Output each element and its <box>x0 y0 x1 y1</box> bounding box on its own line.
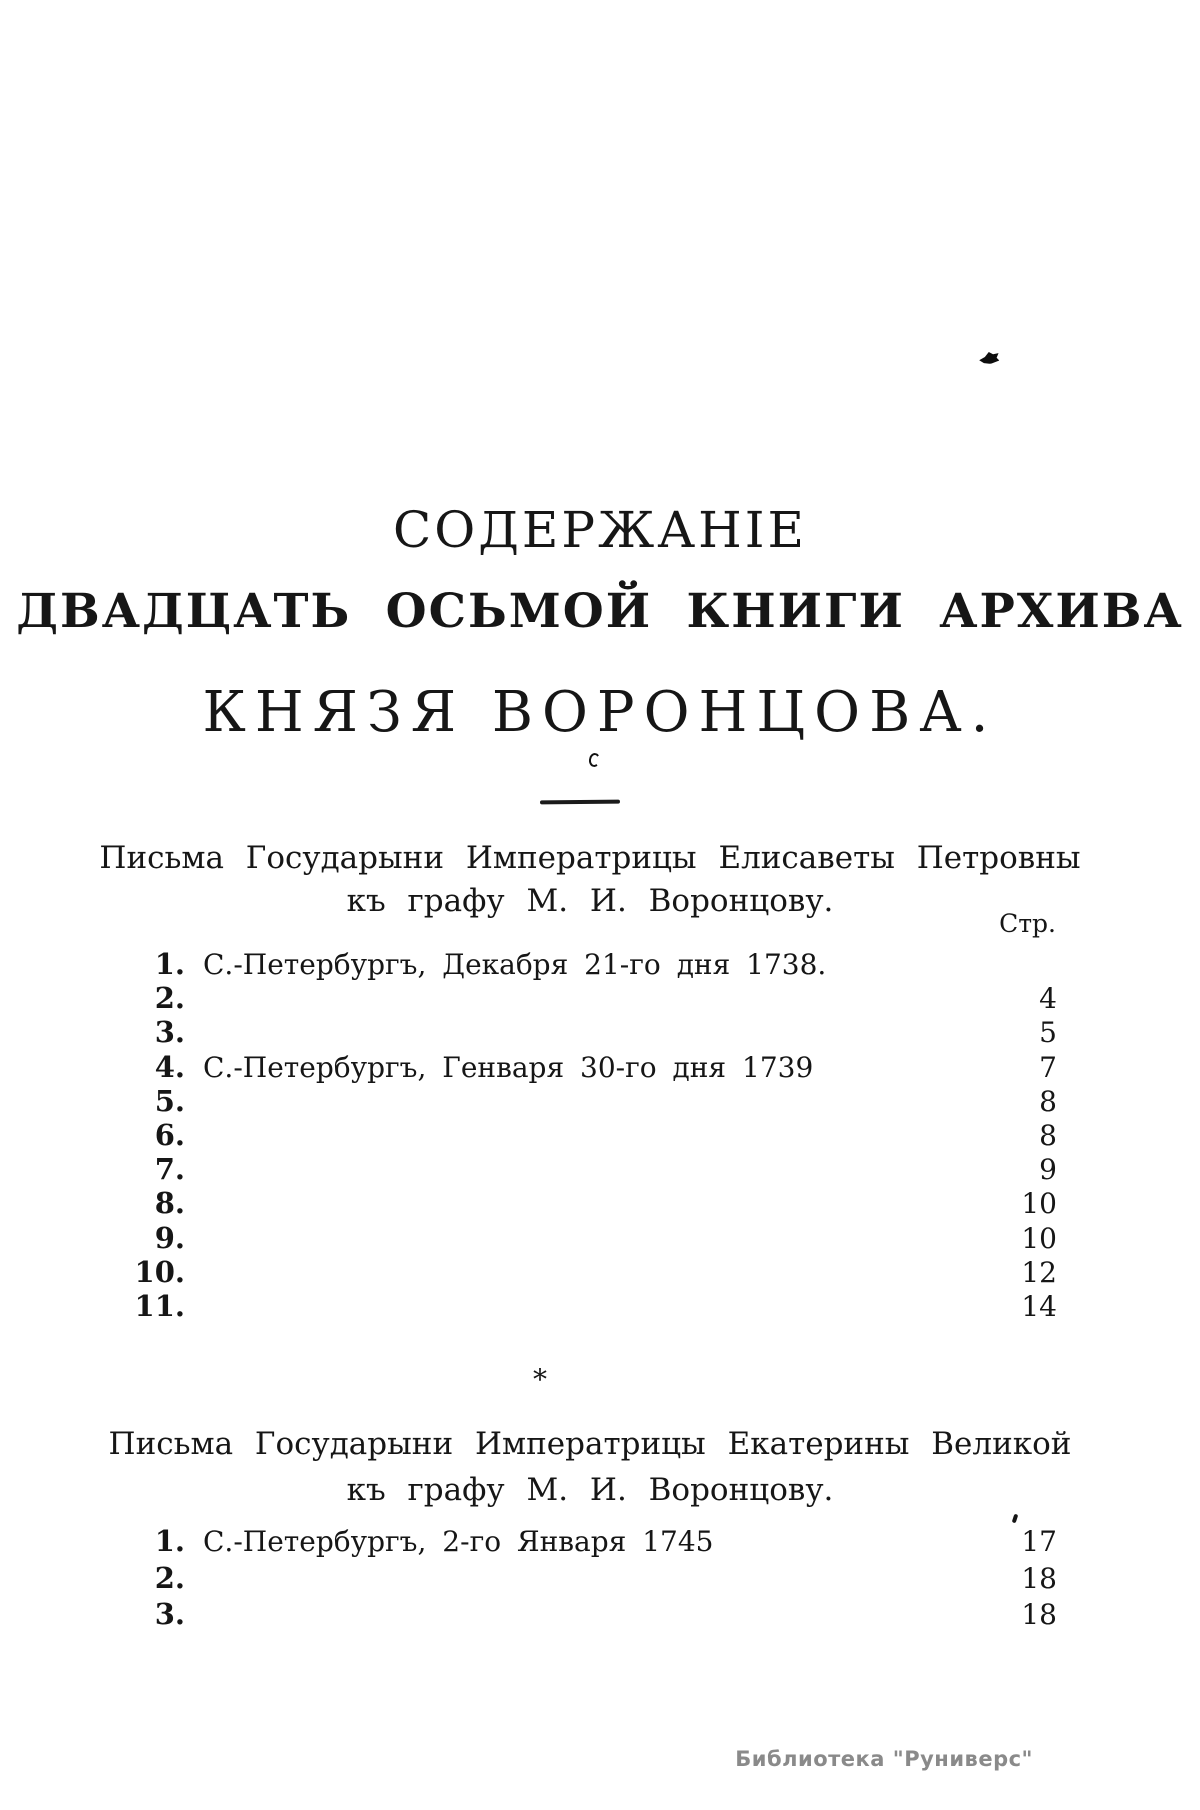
ink-speck <box>1012 1514 1019 1524</box>
section-2-heading-line2: къ графу М. И. Воронцову. <box>346 1472 834 1508</box>
entry-number: 7. <box>154 1152 185 1187</box>
entry-page: 18 <box>1021 1561 1057 1595</box>
page-title: СОДЕРЖАНІЕ <box>393 501 807 559</box>
toc-row <box>0 1186 1057 1220</box>
decorative-title: КНЯЗЯ ВОРОНЦОВА. <box>202 680 998 745</box>
entry-page: 10 <box>1021 1187 1057 1221</box>
section-1-heading-line1: Письма Государыни Императрицы Елисаветы Петровны <box>99 840 1081 876</box>
toc-row <box>0 1152 1057 1186</box>
toc-row <box>0 1050 1057 1084</box>
entry-number: 8. <box>154 1186 185 1221</box>
entry-number: 3. <box>154 1597 185 1632</box>
entry-text: С.-Петербургъ, Декабря 21-го дня 1738. <box>203 948 827 981</box>
toc-row <box>0 1118 1057 1152</box>
entry-number: 4. <box>154 1049 185 1084</box>
entry-page: 8 <box>1039 1118 1057 1152</box>
entry-page: 5 <box>1039 1016 1057 1050</box>
entry-number: 10. <box>134 1254 185 1289</box>
toc-row <box>0 1560 1057 1597</box>
entry-page: 9 <box>1039 1153 1057 1187</box>
entry-page: 8 <box>1039 1084 1057 1118</box>
entry-number: 3. <box>154 1015 185 1050</box>
section-2-heading-line1: Письма Государыни Императрицы Екатерины Великой <box>108 1426 1072 1462</box>
toc-row <box>0 981 1057 1015</box>
section-separator: * <box>533 1363 547 1396</box>
toc-row <box>0 1015 1057 1049</box>
entry-number: 9. <box>154 1220 185 1255</box>
entry-text: С.-Петербургъ, 2-го Января 1745 <box>203 1525 714 1558</box>
entry-number: 11. <box>134 1288 185 1323</box>
section-1-heading-line2: къ графу М. И. Воронцову. <box>346 883 834 919</box>
toc-row <box>0 1084 1057 1118</box>
entry-page: 14 <box>1021 1289 1057 1323</box>
toc-row <box>0 947 1057 981</box>
entry-number: 5. <box>154 1083 185 1118</box>
toc-row <box>0 1289 1057 1323</box>
entry-page: 18 <box>1021 1598 1057 1632</box>
section-2-heading <box>90 1421 1090 1513</box>
book-subtitle: ДВАДЦАТЬ ОСЬМОЙ КНИГИ АРХИВА <box>16 584 1184 639</box>
ink-speck <box>588 752 601 767</box>
toc-row <box>0 1221 1057 1255</box>
entry-number: 6. <box>154 1117 185 1152</box>
divider-rule <box>540 800 620 805</box>
entry-text: С.-Петербургъ, Генваря 30-го дня 1739 <box>203 1050 814 1084</box>
entry-number: 1. <box>154 1524 185 1558</box>
page-column-header: Стр. <box>999 909 1056 938</box>
toc-row <box>0 1523 1057 1560</box>
library-watermark: Библиотека "Руниверс" <box>735 1747 1033 1771</box>
entry-number: 2. <box>154 1560 185 1595</box>
entry-page: 12 <box>1021 1255 1057 1289</box>
ink-blot-mark <box>978 351 999 365</box>
entry-page: 7 <box>1039 1050 1057 1084</box>
entry-number: 1. <box>154 947 185 981</box>
toc-row <box>0 1596 1057 1633</box>
entry-page: 10 <box>1021 1221 1057 1255</box>
entry-page: 4 <box>1039 982 1057 1016</box>
entry-number: 2. <box>154 981 185 1016</box>
toc-row <box>0 1255 1057 1289</box>
toc-section-2 <box>0 1523 1057 1633</box>
entry-page: 17 <box>1021 1525 1057 1558</box>
toc-section-1 <box>0 947 1057 1323</box>
